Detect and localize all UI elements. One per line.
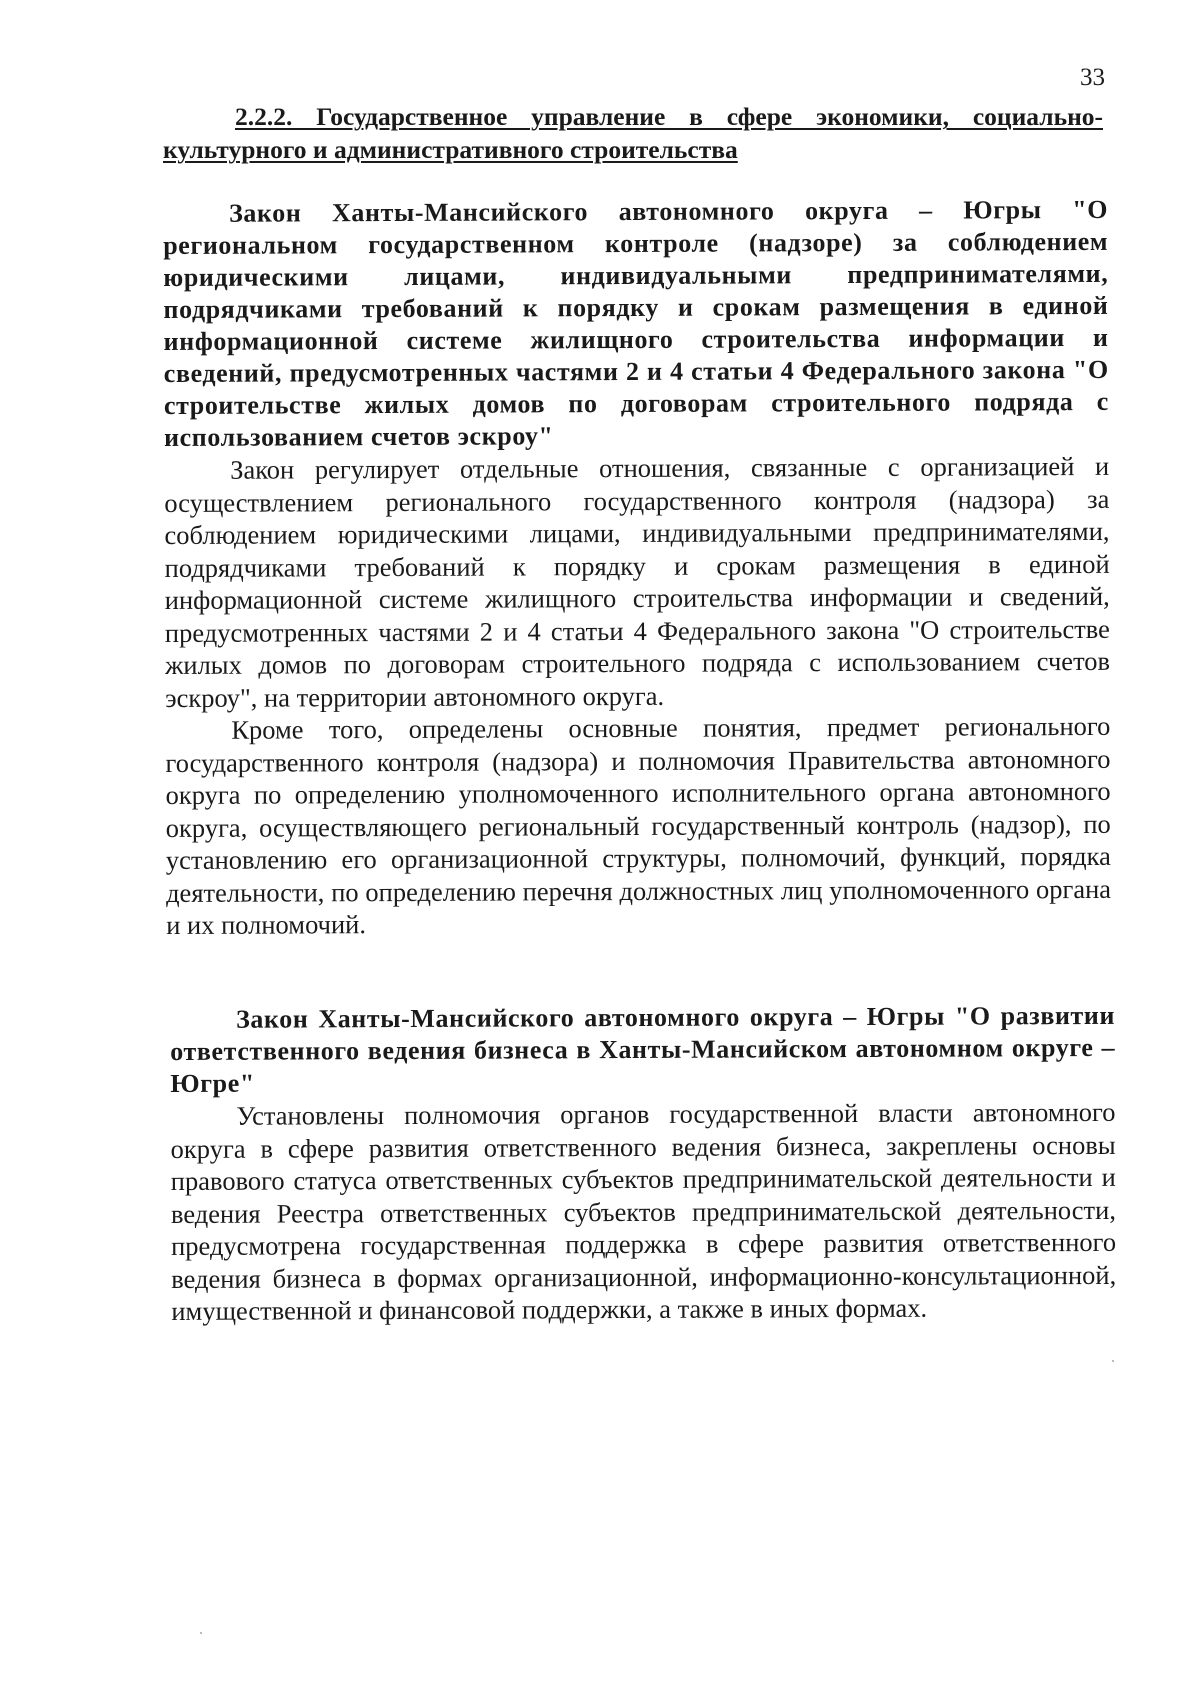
scan-speck — [200, 1632, 202, 1634]
law-paragraph: Кроме того, определены основные понятия, предмет регионального государственного контроля (надзора) и полномочия Правительства автономного округа по определению уполномоченного исполнительного органа автономного округа, осуществляющего региональный государственный контроль (надзор), по установлению его организационной структуры, полномочий, функций, порядка деятельности, по определению перечня должностных лиц уполномоченного органа и их полномочий. — [165, 710, 1112, 940]
law-paragraph: Закон регулирует отдельные отношения, связанные с организацией и осуществлением регионального государственного контроля (надзора) за соблюдением юридическими лицами, индивидуальными предпринимателями, подрядчиками требований к порядку и срокам размещения в единой информационной системе жилищного строительства информации и сведений, предусмотренных частями 2 и 4 статьи 4 Федерального закона "О строительстве жилых домов по договорам строительного подряда с использованием счетов эскроу", на территории автономного округа. — [164, 450, 1111, 713]
law-block-1 — [163, 194, 1111, 942]
law-title: Закон Ханты-Мансийского автономного округа – Югры "О развитии ответственного ведения бизнеса в Ханты-Мансийском автономном округе – Югре" — [170, 1000, 1116, 1098]
law-title: Закон Ханты-Мансийского автономного округа – Югры "О региональном государственном контроле (надзоре) за соблюдением юридическими лицами, индивидуальными предпринимателями, подрядчиками требований к порядку и срокам размещения в единой информационной системе жилищного строительства информации и сведений, предусмотренных частями 2 и 4 статьи 4 Федерального закона "О строительстве жилых домов по договорам строительного подряда с использованием счетов эскроу" — [163, 194, 1109, 452]
law-paragraph: Установлены полномочия органов государственной власти автономного округа в сфере развития ответственного ведения бизнеса, закреплены основы правового статуса ответственных субъектов предпринимательской деятельности и ведения Реестра ответственных субъектов предпринимательской деятельности, предусмотрена государственная поддержка в сфере развития ответственного ведения бизнеса в формах организационной, информационно-консультационной, имущественной и финансовой поддержки, а также в иных формах. — [170, 1096, 1117, 1326]
law-block-2 — [170, 1000, 1116, 1328]
page-number: 33 — [1080, 64, 1105, 91]
scan-speck — [1112, 1360, 1114, 1362]
section-heading: 2.2.2. Государственное управление в сфере экономики, социально-культурного и административного строительства — [163, 102, 1103, 164]
